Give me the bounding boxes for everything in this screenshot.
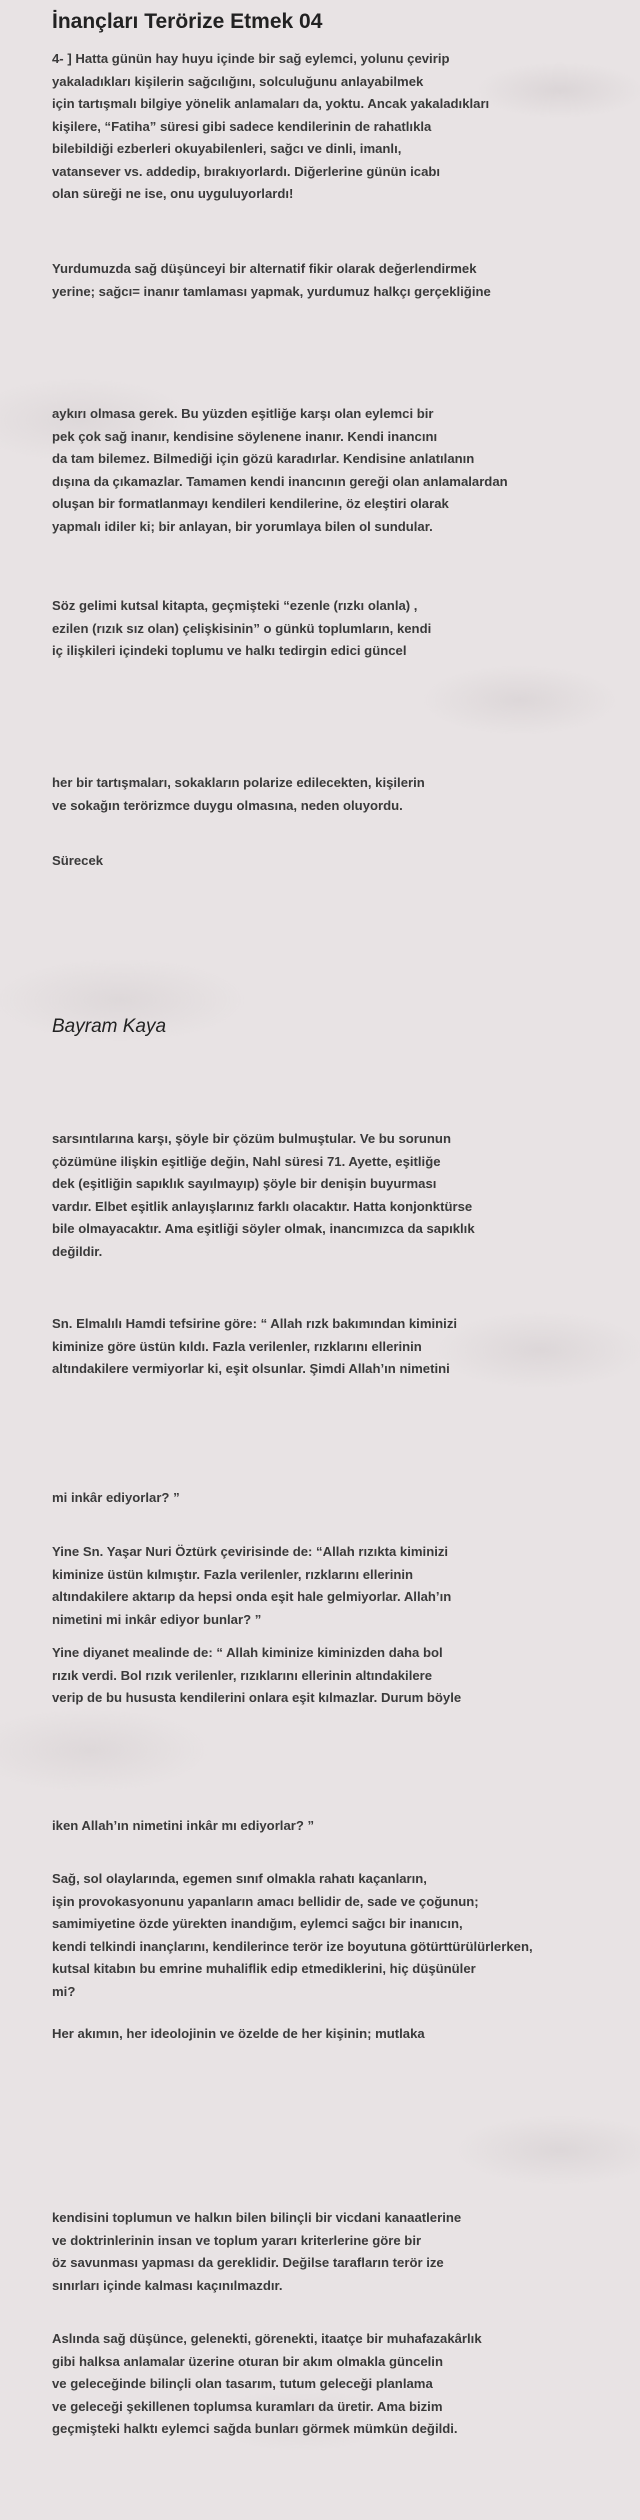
article-title: İnançları Terörize Etmek 04 [52, 10, 323, 33]
paragraph [52, 1868, 640, 2003]
text-line: öz savunması yapması da gereklidir. Değilse tarafların terör ize [52, 2255, 444, 2270]
text-line: sarsıntılarına karşı, şöyle bir çözüm bulmuştular. Ve bu sorunun [52, 1131, 451, 1146]
text-line: yakaladıkları kişilerin sağcılığını, solculuğunu anlayabilmek [52, 73, 424, 89]
paragraph [52, 1541, 640, 1631]
text-line: geçmişteki halktı eylemci sağda bunları görmek mümkün değildi. [52, 2421, 458, 2436]
paragraph [52, 48, 640, 206]
paragraph [52, 850, 640, 873]
paragraph [52, 403, 640, 538]
text-line: Sağ, sol olaylarında, egemen sınıf olmakla rahatı kaçanların, [52, 1871, 427, 1886]
text-line: her bir tartışmaları, sokakların polarize edilecekten, kişilerin [52, 775, 425, 790]
text-line: mi inkâr ediyorlar? ” [52, 1490, 180, 1505]
paragraph [52, 772, 640, 817]
text-line: iç ilişkileri içindeki toplumu ve halkı tedirgin edici güncel [52, 643, 407, 658]
text-line: altındakilere aktarıp da hepsi onda eşit hale gelmiyorlar. Allah’ın [52, 1589, 452, 1604]
text-line: Yurdumuzda sağ düşünceyi bir alternatif fikir olarak değerlendirmek [52, 261, 477, 276]
text-line: kutsal kitabın bu emrine muhaliflik edip etmediklerini, hiç düşünüler [52, 1961, 476, 1976]
text-line: kiminize göre üstün kıldı. Fazla verilenler, rızklarını ellerinin [52, 1338, 422, 1354]
paragraph [52, 2207, 640, 2297]
text-line: Her akımın, her ideolojinin ve özelde de her kişinin; mutlaka [52, 2026, 425, 2041]
text-line: altındakilere vermiyorlar ki, eşit olsunlar. Şimdi Allah’ın nimetini [52, 1361, 450, 1376]
text-line: samimiyetine özde yürekten inandığım, eylemci sağcı bir inanıcın, [52, 1916, 463, 1931]
text-line: oluşan bir formatlanmayı kendileri kendilerine, öz eleştiri olarak [52, 496, 449, 511]
text-line: pek çok sağ inanır, kendisine söylenene inanır. Kendi inancını [52, 428, 438, 444]
text-line: ve doktrinlerinin insan ve toplum yararı kriterlerine göre bir [52, 2232, 422, 2248]
text-line: ezilen (rızık sız olan) çelişkisinin” o günkü toplumların, kendi [52, 620, 432, 636]
paragraph [52, 1487, 640, 1510]
text-line: 4- ] Hatta günün hay huyu içinde bir sağ eylemci, yolunu çevirip [52, 51, 450, 66]
text-line: Yine diyanet mealinde de: “ Allah kiminize kiminizden daha bol [52, 1645, 443, 1660]
text-line: Yine Sn. Yaşar Nuri Öztürk çevirisinde de: “Allah rızıkta kiminizi [52, 1544, 449, 1559]
text-line: yapmalı idiler ki; bir anlayan, bir yorumlaya bilen ol sundular. [52, 518, 433, 534]
text-line: verip de bu hususta kendilerini onlara eşit kılmazlar. Durum böyle [52, 1690, 462, 1705]
author-signature: Bayram Kaya [52, 1016, 167, 1037]
text-line: kiminize üstün kılmıştır. Fazla verilenler, rızklarını ellerinin [52, 1566, 414, 1582]
text-line: dışına da çıkamazlar. Tamamen kendi inancının gereği olan anlamalardan [52, 473, 508, 489]
text-line: ve sokağın terörizmce duygu olmasına, neden oluyordu. [52, 797, 403, 813]
paragraph [52, 2328, 640, 2441]
text-line: için tartışmalı bilgiye yönelik anlamaları da, yoktu. Ancak yakaladıkları [52, 96, 490, 111]
text-line: sınırları içinde kalması kaçınılmazdır. [52, 2277, 283, 2293]
text-line: olan süreği ne ise, onu uyguluyorlardı! [52, 186, 294, 201]
paragraph [52, 595, 640, 663]
text-line: Sn. Elmalılı Hamdi tefsirine göre: “ Allah rızk bakımından kiminizi [52, 1316, 458, 1331]
text-line: ve geleceğinde bilinçli olan tasarım, tutum geleceği planlama [52, 2376, 433, 2391]
text-line: da tam bilemez. Bilmediği için gözü karadırlar. Kendisine anlatılanın [52, 451, 475, 466]
text-line: nimetini mi inkâr ediyor bunlar? ” [52, 1611, 262, 1627]
text-line: işin provokasyonunu yapanların amacı bellidir de, sade ve çoğunun; [52, 1893, 479, 1909]
text-line: dek (eşitliğin sapıklık sayılmayıp) şöyle bir denişin buyurması [52, 1176, 437, 1191]
text-line: vatansever vs. addedip, bırakıyorlardı. Diğerlerine günün icabı [52, 163, 441, 179]
text-line: gibi halksa anlamalar üzerine oturan bir akım olmakla güncelin [52, 2353, 443, 2369]
text-line: kendisini toplumun ve halkın bilen bilinçli bir vicdani kanaatlerine [52, 2210, 462, 2225]
text-line: iken Allah’ın nimetini inkâr mı ediyorlar? ” [52, 1818, 315, 1833]
text-line: Sürecek [52, 853, 104, 868]
paragraph [52, 2023, 640, 2046]
paragraph [52, 1313, 640, 1381]
text-line: rızık verdi. Bol rızık verilenler, rızıklarını ellerinin altındakilere [52, 1667, 433, 1683]
text-line: bilebildiği ezberleri okuyabilenleri, sağcı ve dinli, imanlı, [52, 141, 402, 156]
text-line: Aslında sağ düşünce, gelenekti, görenekti, itaatçe bir muhafazakârlık [52, 2331, 482, 2346]
text-line: bile olmayacaktır. Ama eşitliği söyler olmak, inancımızca da sapıklık [52, 1221, 475, 1236]
text-line: kişilere, “Fatiha” süresi gibi sadece kendilerinin de rahatlıkla [52, 118, 432, 134]
paragraph [52, 1642, 640, 1710]
text-line: mi? [52, 1983, 76, 1999]
text-line: kendi telkindi inançlarını, kendilerince terör ize boyutuna götürttürülürlerken, [52, 1938, 533, 1954]
text-line: değildir. [52, 1243, 103, 1259]
text-line: aykırı olmasa gerek. Bu yüzden eşitliğe karşı olan eylemci bir [52, 406, 434, 421]
paragraph [52, 258, 640, 303]
text-line: çözümüne ilişkin eşitliğe değin, Nahl süresi 71. Ayette, eşitliğe [52, 1153, 441, 1169]
paragraph [52, 1815, 640, 1838]
text-line: ve geleceği şekillenen toplumsa kuramları da üretir. Ama bizim [52, 2398, 443, 2414]
text-line: yerine; sağcı= inanır tamlaması yapmak, yurdumuz halkçı gerçekliğine [52, 283, 491, 299]
text-line: vardır. Elbet eşitlik anlayışlarınız farklı olacaktır. Hatta konjonktürse [52, 1198, 473, 1214]
paragraph [52, 1128, 640, 1263]
text-line: Söz gelimi kutsal kitapta, geçmişteki “ezenle (rızkı olanla) , [52, 598, 418, 613]
